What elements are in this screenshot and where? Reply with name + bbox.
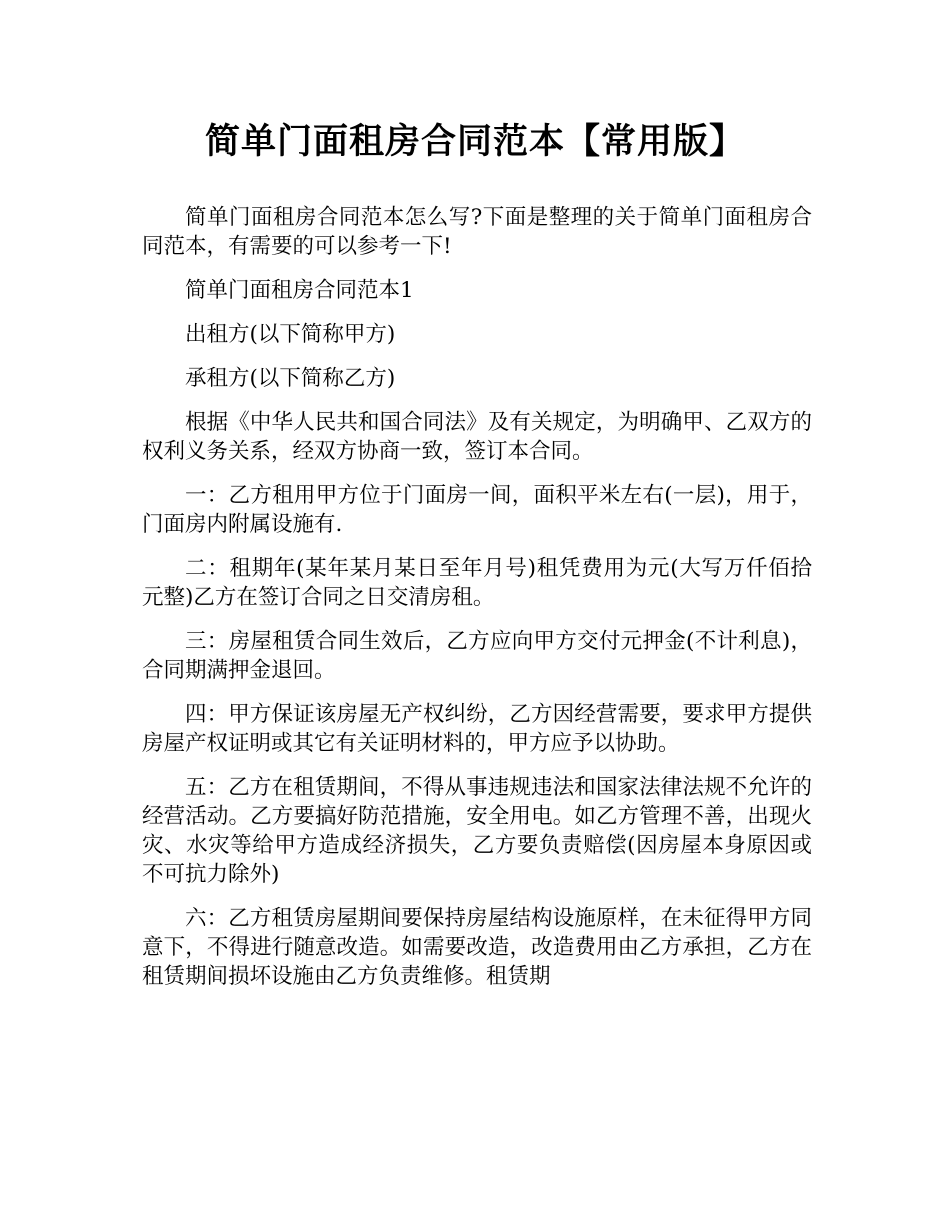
clause-2: 二：租期年(某年某月某日至年月号)租凭费用为元(大写万仟佰拾元整)乙方在签订合同之日交清房租。 xyxy=(142,556,812,610)
lessee-line: 承租方(以下简称乙方) xyxy=(185,366,396,391)
lessor-line: 出租方(以下简称甲方) xyxy=(185,322,396,347)
clause-5: 五：乙方在租赁期间，不得从事违规违法和国家法律法规不允许的经营活动。乙方要搞好防范措施，安全用电。如乙方管理不善，出现火灾、水灾等给甲方造成经济损失，乙方要负责赔偿(因房屋本身原因或不可抗力除外) xyxy=(142,775,812,887)
clause-6: 六：乙方租赁房屋期间要保持房屋结构设施原样，在未征得甲方同意下，不得进行随意改造。如需要改造，改造费用由乙方承担，乙方在租赁期间损坏设施由乙方负责维修。租赁期 xyxy=(142,906,812,989)
intro-paragraph: 简单门面租房合同范本怎么写?下面是整理的关于简单门面租房合同范本，有需要的可以参考一下! xyxy=(142,205,812,259)
clause-1: 一：乙方租用甲方位于门面房一间，面积平米左右(一层)，用于，门面房内附属设施有. xyxy=(142,483,812,537)
clause-3: 三：房屋租赁合同生效后，乙方应向甲方交付元押金(不计利息)，合同期满押金退回。 xyxy=(142,629,812,683)
document-body xyxy=(142,203,812,1006)
clause-4: 四：甲方保证该房屋无产权纠纷，乙方因经营需要，要求甲方提供房屋产权证明或其它有关证明材料的，甲方应予以协助。 xyxy=(142,702,812,756)
document-title: 简单门面租房合同范本【常用版】 xyxy=(204,122,745,162)
contract-heading: 简单门面租房合同范本1 xyxy=(185,278,414,303)
preamble-paragraph: 根据《中华人民共和国合同法》及有关规定，为明确甲、乙双方的权利义务关系，经双方协商一致，签订本合同。 xyxy=(142,410,812,464)
